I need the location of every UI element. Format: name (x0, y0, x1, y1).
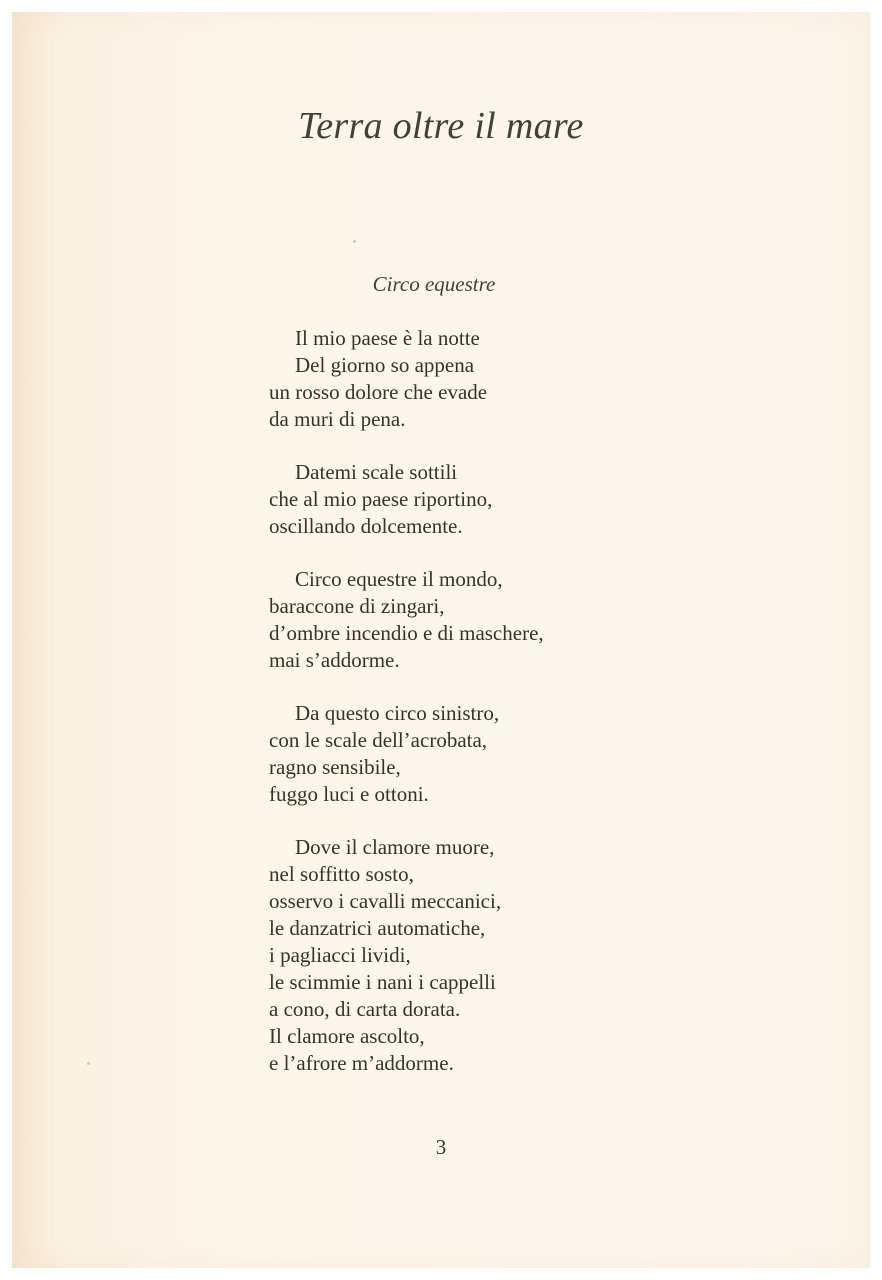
poem-line: mai s’addorme. (269, 648, 400, 672)
poem-line: Datemi scale sottili (295, 460, 458, 484)
stanza-2 (269, 459, 669, 540)
poem-line: i pagliacci lividi, (269, 943, 411, 967)
poem-line: a cono, di carta dorata. (269, 997, 461, 1021)
poem-line: Dove il clamore muore, (295, 835, 495, 859)
poem-line: che al mio paese riportino, (269, 487, 493, 511)
poem-line: da muri di pena. (269, 407, 406, 431)
paper-speck (87, 1062, 90, 1065)
poem-line: Circo equestre il mondo, (295, 567, 503, 591)
book-page (12, 12, 870, 1268)
stanza-1 (269, 325, 669, 433)
poem-line: e l’afrore m’addorme. (269, 1051, 454, 1075)
poem-line: osservo i cavalli meccanici, (269, 889, 502, 913)
poem-line: Da questo circo sinistro, (295, 701, 500, 725)
poem-line: con le scale dell’acrobata, (269, 728, 488, 752)
poem-line: nel soffitto sosto, (269, 862, 414, 886)
poem-title: Circo equestre (372, 272, 496, 296)
poem-line: le scimmie i nani i cappelli (269, 970, 496, 994)
stanza-4 (269, 700, 669, 808)
poem-line: Il mio paese è la notte (295, 326, 480, 350)
poem-line: baraccone di zingari, (269, 594, 445, 618)
poem-line: un rosso dolore che evade (269, 380, 488, 404)
book-title: Terra oltre il mare (298, 105, 584, 147)
stanza-5 (269, 834, 669, 1077)
poem-line: Il clamore ascolto, (269, 1024, 425, 1048)
poem-line: oscillando dolcemente. (269, 514, 463, 538)
poem-line: le danzatrici automatiche, (269, 916, 486, 940)
poem-line: fuggo luci e ottoni. (269, 782, 429, 806)
poem-body (269, 325, 669, 1103)
page-number: 3 (435, 1135, 447, 1159)
stanza-3 (269, 566, 669, 674)
paper-speck (353, 240, 356, 243)
poem-line: Del giorno so appena (295, 353, 475, 377)
poem-line: ragno sensibile, (269, 755, 401, 779)
poem-line: d’ombre incendio e di maschere, (269, 621, 544, 645)
